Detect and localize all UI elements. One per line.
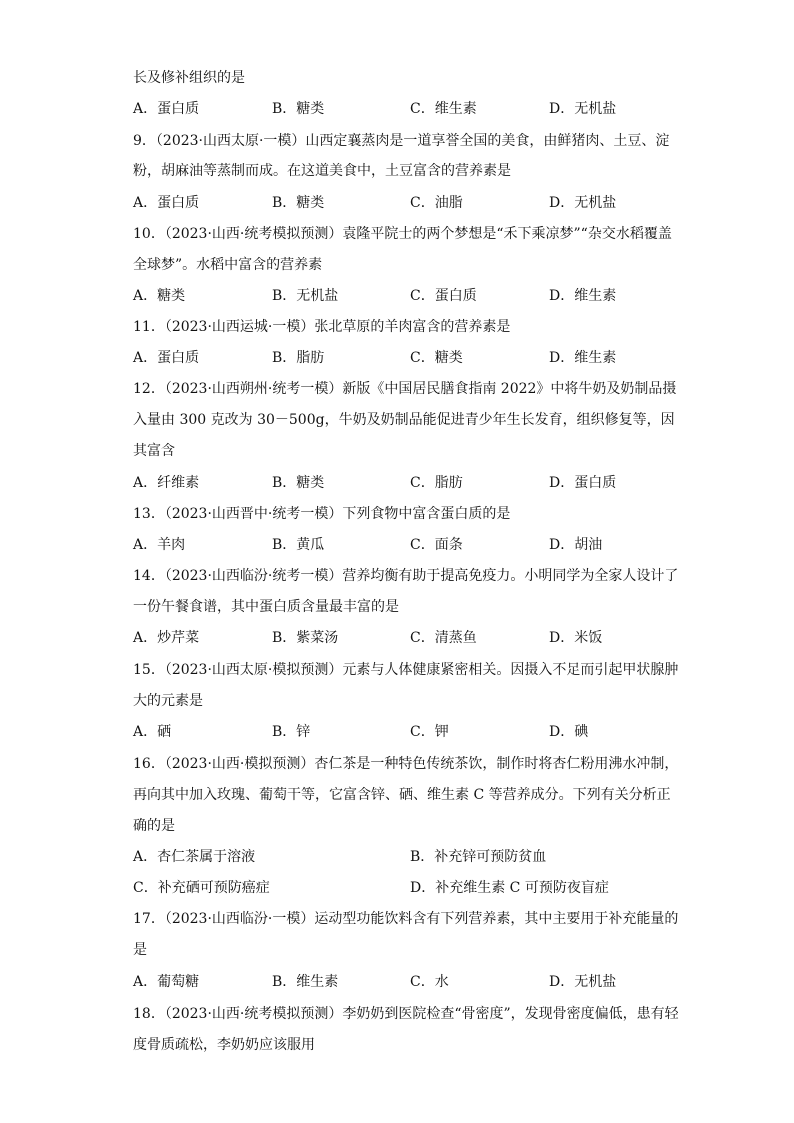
question-8-options [133, 99, 673, 119]
option-c: C．糖类 [410, 350, 463, 366]
option-b: B．无机盐 [272, 288, 339, 304]
question-16-line-1: 16．（2023·山西·模拟预测）杏仁茶是一种特色传统茶饮，制作时将杏仁粉用沸水冲制， [133, 756, 679, 772]
option-a: A．纤维素 [133, 475, 200, 491]
option-a: A．炒芹菜 [133, 630, 200, 646]
question-9-line-2: 粉，胡麻油等蒸制而成。在这道美食中，土豆富含的营养素是 [133, 163, 511, 179]
option-c: C．油脂 [410, 195, 463, 211]
option-c: C．蛋白质 [410, 288, 477, 304]
question-18-line-2: 度骨质疏松，李奶奶应该服用 [133, 1037, 315, 1053]
option-b: B．维生素 [272, 974, 339, 990]
option-d: D．维生素 [549, 288, 617, 304]
option-d: D．补充维生素 C 可预防夜盲症 [410, 880, 609, 896]
option-d: D．无机盐 [549, 101, 617, 117]
option-a: A．蛋白质 [133, 195, 200, 211]
option-a: A．硒 [133, 724, 172, 740]
option-c: C．水 [410, 974, 449, 990]
question-15-line-1: 15．（2023·山西太原·模拟预测）元素与人体健康紧密相关。因摄入不足而引起甲状腺肿 [133, 662, 679, 678]
option-a: A．蛋白质 [133, 101, 200, 117]
option-d: D．蛋白质 [549, 475, 617, 491]
question-15-line-2: 大的元素是 [133, 693, 203, 709]
option-d: D．无机盐 [549, 974, 617, 990]
question-12-line-3: 其富含 [133, 443, 175, 459]
option-a: A．羊肉 [133, 537, 186, 553]
question-10-options [133, 286, 673, 306]
question-17-line-2: 是 [133, 942, 147, 958]
option-a: A．蛋白质 [133, 350, 200, 366]
option-a: A．杏仁茶属于溶液 [133, 849, 256, 865]
question-18-line-1: 18．（2023·山西·统考模拟预测）李奶奶到医院检查“骨密度”，发现骨密度偏低，患有轻 [133, 1006, 679, 1022]
question-13-line-1: 13．（2023·山西晋中·统考一模）下列食物中富含蛋白质的是 [133, 506, 511, 522]
option-c: C．面条 [410, 537, 463, 553]
question-15-options [133, 722, 673, 742]
question-17-line-1: 17．（2023·山西临汾·一模）运动型功能饮料含有下列营养素，其中主要用于补充能量的 [133, 911, 679, 927]
question-9-line-1: 9．（2023·山西太原·一模）山西定襄蒸肉是一道享誉全国的美食，由鲜猪肉、土豆、淀 [133, 133, 670, 149]
option-b: B．锌 [272, 724, 311, 740]
question-9-options [133, 193, 673, 213]
question-11-line-1: 11．（2023·山西运城·一模）张北草原的羊肉富含的营养素是 [133, 319, 511, 335]
question-16-options-row-2 [133, 878, 673, 898]
option-a: A．糖类 [133, 288, 186, 304]
option-d: D．无机盐 [549, 195, 617, 211]
question-14-line-2: 一份午餐食谱，其中蛋白质含量最丰富的是 [133, 599, 399, 615]
option-d: D．米饭 [549, 630, 603, 646]
question-12-options [133, 473, 673, 493]
question-13-options [133, 535, 673, 555]
question-10-line-1: 10．（2023·山西·统考模拟预测）袁隆平院士的两个梦想是“禾下乘凉梦”“杂交水稻覆盖 [133, 226, 672, 242]
question-11-options [133, 348, 673, 368]
option-c: C．脂肪 [410, 475, 463, 491]
question-10-line-2: 全球梦”。水稻中富含的营养素 [133, 257, 323, 273]
question-12-line-1: 12．（2023·山西朔州·统考一模）新版《中国居民膳食指南 2022》中将牛奶及奶制品摄 [133, 381, 677, 397]
option-b: B．糖类 [272, 195, 325, 211]
question-8-stem-tail: 长及修补组织的是 [133, 70, 245, 86]
option-b: B．补充锌可预防贫血 [410, 849, 547, 865]
option-b: B．脂肪 [272, 350, 325, 366]
option-c: C．清蒸鱼 [410, 630, 477, 646]
question-14-options [133, 628, 673, 648]
option-c: C．维生素 [410, 101, 477, 117]
option-c: C．补充硒可预防癌症 [133, 880, 270, 896]
option-b: B．糖类 [272, 101, 325, 117]
option-b: B．糖类 [272, 475, 325, 491]
question-17-options [133, 972, 673, 992]
question-12-line-2: 入量由 300 克改为 30－500g，牛奶及奶制品能促进青少年生长发育，组织修复等，因 [133, 412, 675, 428]
question-16-options-row-1 [133, 847, 673, 867]
option-d: D．胡油 [549, 537, 603, 553]
option-c: C．钾 [410, 724, 449, 740]
option-d: D．碘 [549, 724, 589, 740]
question-16-line-3: 确的是 [133, 818, 175, 834]
question-14-line-1: 14．（2023·山西临汾·统考一模）营养均衡有助于提高免疫力。小明同学为全家人设计了 [133, 568, 679, 584]
question-16-line-2: 再向其中加入玫瑰、葡萄干等，它富含锌、硒、维生素 C 等营养成分。下列有关分析正 [133, 787, 671, 803]
option-d: D．维生素 [549, 350, 617, 366]
option-b: B．黄瓜 [272, 537, 325, 553]
option-a: A．葡萄糖 [133, 974, 200, 990]
option-b: B．紫菜汤 [272, 630, 339, 646]
